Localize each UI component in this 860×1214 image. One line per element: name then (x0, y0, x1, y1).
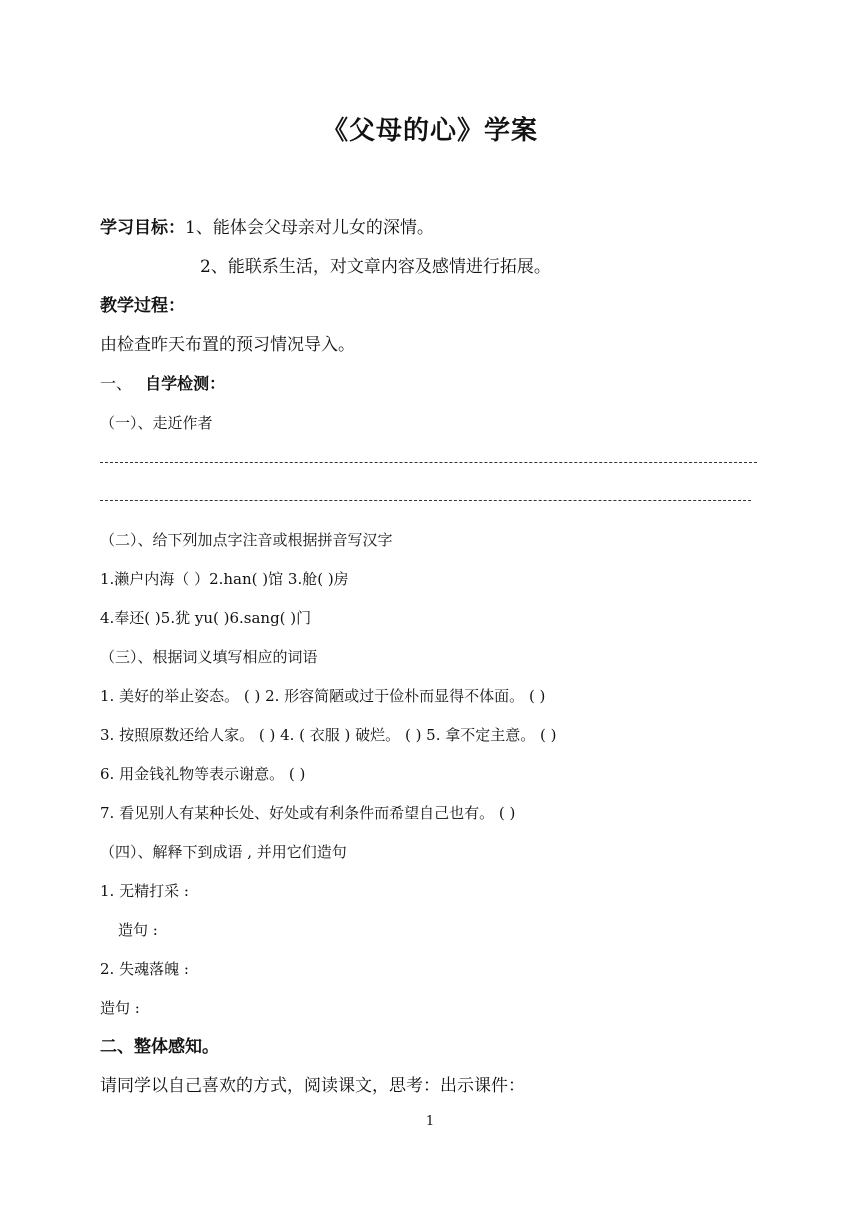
objectives-row (100, 218, 434, 238)
word-line-3: 6. 用金钱礼物等表示谢意。 ( ) (100, 765, 306, 783)
idiom-1: 1. 无精打采 : (100, 882, 189, 900)
document-title: 《父母的心》学案 (321, 116, 538, 146)
answer-line-1 (100, 462, 757, 463)
idiom-2: 2. 失魂落魄 : (100, 960, 189, 978)
pinyin-line-2: 4.奉还( )5.犹 yu( )6.sang( )门 (100, 609, 312, 627)
word-line-2: 3. 按照原数还给人家。 ( ) 4. ( 衣服 ) 破烂。 ( ) 5. 拿不定主意。 ( ) (100, 726, 557, 744)
sub-heading-1: （一）、走近作者 (100, 414, 213, 432)
sub-heading-3: （三）、根据词义填写相应的词语 (100, 648, 318, 666)
process-label: 教学过程： (100, 296, 185, 316)
section-1-heading (100, 374, 225, 394)
objective-item-1: 1、能体会父母亲对儿女的深情。 (185, 218, 434, 238)
sub-heading-4: （四）、解释下到成语 , 并用它们造句 (100, 843, 347, 861)
sub-heading-2: （二）、给下列加点字注音或根据拼音写汉字 (100, 531, 393, 549)
section-1-label: 自学检测： (145, 374, 226, 393)
objective-item-2: 2、能联系生活，对文章内容及感情进行拓展。 (200, 257, 551, 277)
intro-text: 由检查昨天布置的预习情况导入。 (100, 335, 355, 355)
idiom-1-sentence: 造句 : (118, 921, 158, 939)
idiom-2-sentence: 造句 : (100, 999, 140, 1017)
page-number: 1 (425, 1114, 435, 1129)
section-2-text: 请同学以自己喜欢的方式，阅读课文，思考：出示课件： (100, 1076, 525, 1096)
objectives-label: 学习目标： (100, 218, 185, 238)
word-line-4: 7. 看见别人有某种长处、好处或有利条件而希望自己也有。 ( ) (100, 804, 516, 822)
pinyin-line-1: 1.濑户内海（ ）2.han( )馆 3.舱( )房 (100, 570, 349, 588)
word-line-1: 1. 美好的举止姿态。 ( ) 2. 形容简陋或过于俭朴而显得不体面。 ( ) (100, 687, 546, 705)
section-1-number: 一、 (100, 374, 133, 393)
section-2-heading: 二、整体感知。 (100, 1037, 219, 1057)
answer-line-2 (100, 500, 751, 501)
